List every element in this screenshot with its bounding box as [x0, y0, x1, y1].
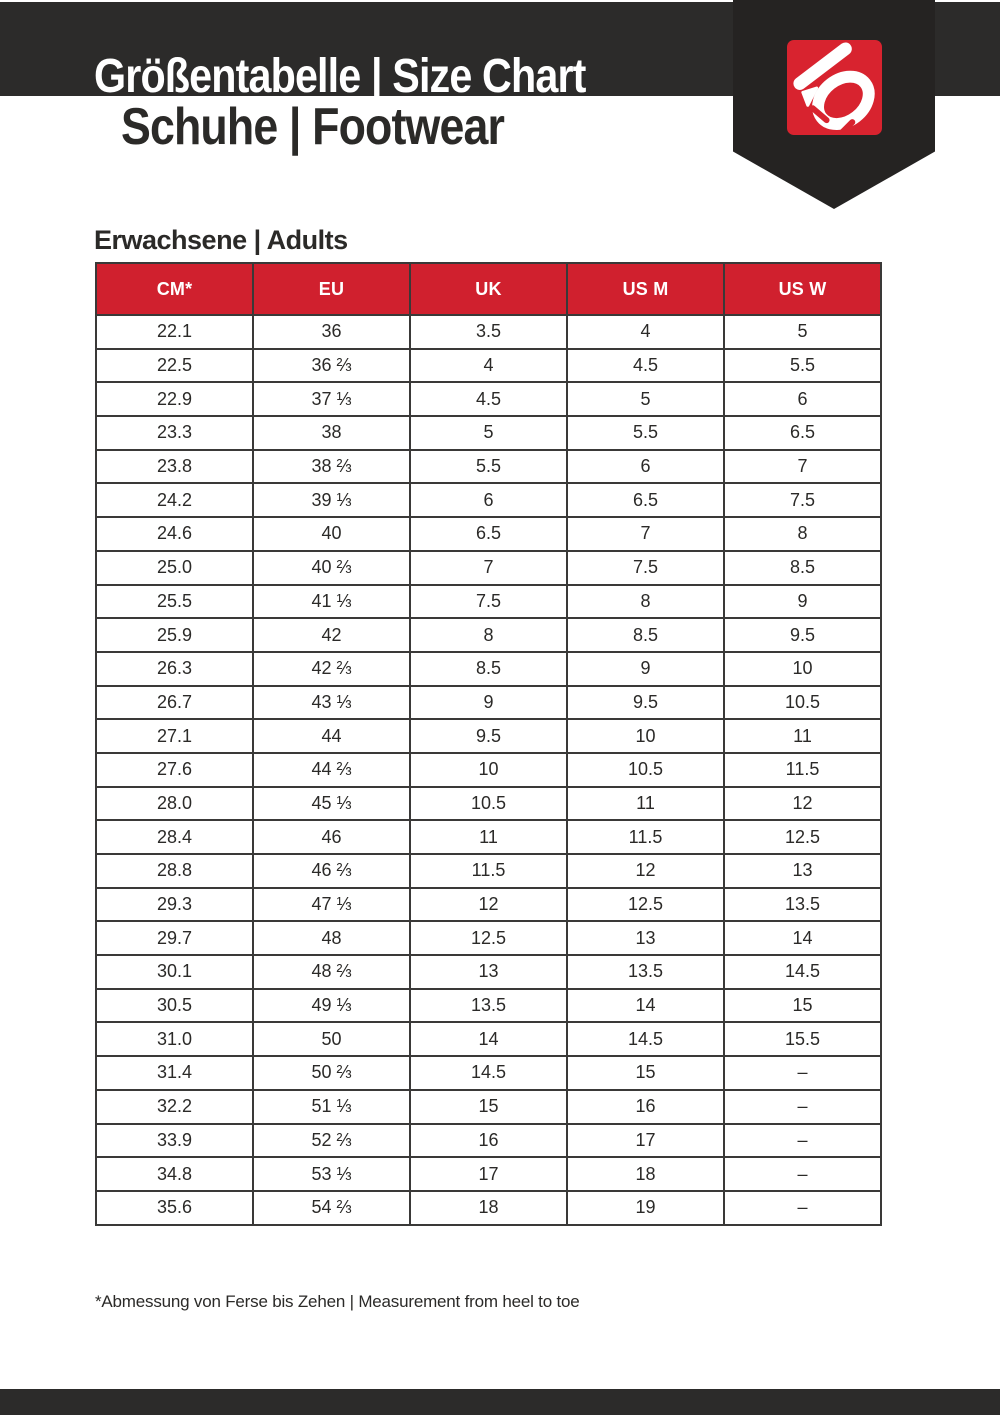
column-header: CM*: [96, 263, 253, 315]
size-cell: 15: [724, 989, 881, 1023]
footer-band: [0, 1389, 1000, 1415]
size-cell: 9.5: [724, 618, 881, 652]
size-cell: 6.5: [410, 517, 567, 551]
size-cell: 14.5: [724, 955, 881, 989]
table-row: [96, 820, 881, 854]
size-cell: 25.9: [96, 618, 253, 652]
size-cell: 22.1: [96, 315, 253, 349]
section-heading: Erwachsene | Adults: [94, 225, 348, 255]
table-row: [96, 921, 881, 955]
size-cell: 9.5: [567, 686, 724, 720]
size-cell: 40: [253, 517, 410, 551]
size-cell: 8.5: [567, 618, 724, 652]
size-cell: 12.5: [410, 921, 567, 955]
size-cell: 4.5: [410, 382, 567, 416]
size-cell: 13.5: [410, 989, 567, 1023]
size-cell: 8.5: [724, 551, 881, 585]
size-cell: 3.5: [410, 315, 567, 349]
table-row: [96, 315, 881, 349]
size-cell: 27.1: [96, 719, 253, 753]
size-cell: 19: [567, 1191, 724, 1225]
size-cell: 15: [567, 1056, 724, 1090]
page-subtitle: Schuhe | Footwear: [121, 98, 505, 156]
size-cell: 46 ⅔: [253, 854, 410, 888]
size-cell: 13.5: [567, 955, 724, 989]
size-cell: 49 ⅓: [253, 989, 410, 1023]
column-header: UK: [410, 263, 567, 315]
size-cell: 41 ⅓: [253, 585, 410, 619]
size-cell: 6.5: [567, 483, 724, 517]
size-cell: 54 ⅔: [253, 1191, 410, 1225]
table-row: [96, 854, 881, 888]
column-header: US M: [567, 263, 724, 315]
size-cell: 25.0: [96, 551, 253, 585]
size-cell: 22.9: [96, 382, 253, 416]
size-cell: 40 ⅔: [253, 551, 410, 585]
size-cell: 18: [567, 1157, 724, 1191]
size-cell: 46: [253, 820, 410, 854]
size-cell: 36: [253, 315, 410, 349]
size-cell: 26.7: [96, 686, 253, 720]
size-cell: 17: [567, 1124, 724, 1158]
size-cell: 8: [567, 585, 724, 619]
page-title: Größentabelle | Size Chart: [94, 50, 586, 103]
size-cell: 9: [567, 652, 724, 686]
size-cell: 10: [410, 753, 567, 787]
size-cell: 35.6: [96, 1191, 253, 1225]
size-cell: 5.5: [567, 416, 724, 450]
footnote: *Abmessung von Ferse bis Zehen | Measurement from heel to toe: [95, 1292, 580, 1311]
table-row: [96, 989, 881, 1023]
size-cell: 48 ⅔: [253, 955, 410, 989]
size-cell: 12.5: [567, 888, 724, 922]
size-cell: 7.5: [724, 483, 881, 517]
table-row: [96, 719, 881, 753]
size-cell: 22.5: [96, 349, 253, 383]
size-cell: 27.6: [96, 753, 253, 787]
size-cell: –: [724, 1124, 881, 1158]
table-row: [96, 382, 881, 416]
table-row: [96, 416, 881, 450]
size-cell: 12: [410, 888, 567, 922]
table-header-row: [96, 263, 881, 315]
size-cell: 47 ⅓: [253, 888, 410, 922]
size-cell: 8.5: [410, 652, 567, 686]
size-cell: 48: [253, 921, 410, 955]
size-cell: 13: [724, 854, 881, 888]
size-cell: 12: [567, 854, 724, 888]
size-cell: 30.5: [96, 989, 253, 1023]
size-cell: 11.5: [410, 854, 567, 888]
table-row: [96, 686, 881, 720]
size-cell: 9.5: [410, 719, 567, 753]
size-cell: 6: [724, 382, 881, 416]
size-cell: 5.5: [410, 450, 567, 484]
size-cell: 4.5: [567, 349, 724, 383]
size-cell: 11: [567, 787, 724, 821]
size-cell: 38: [253, 416, 410, 450]
size-cell: 31.0: [96, 1022, 253, 1056]
size-cell: 9: [724, 585, 881, 619]
five-ten-logo-icon: [787, 40, 882, 135]
size-cell: 28.4: [96, 820, 253, 854]
size-cell: 43 ⅓: [253, 686, 410, 720]
table-row: [96, 517, 881, 551]
size-cell: 8: [724, 517, 881, 551]
table-row: [96, 1124, 881, 1158]
size-cell: 12.5: [724, 820, 881, 854]
size-cell: 13.5: [724, 888, 881, 922]
size-cell: 42: [253, 618, 410, 652]
size-cell: 7.5: [410, 585, 567, 619]
size-cell: 52 ⅔: [253, 1124, 410, 1158]
size-cell: 7.5: [567, 551, 724, 585]
size-cell: 15: [410, 1090, 567, 1124]
size-cell: 31.4: [96, 1056, 253, 1090]
size-cell: 5.5: [724, 349, 881, 383]
size-cell: 4: [410, 349, 567, 383]
size-cell: 16: [410, 1124, 567, 1158]
table-body: [96, 315, 881, 1225]
table-head: [96, 263, 881, 315]
size-cell: 7: [567, 517, 724, 551]
size-cell: 7: [410, 551, 567, 585]
size-cell: 18: [410, 1191, 567, 1225]
size-cell: 14: [410, 1022, 567, 1056]
size-cell: 14.5: [410, 1056, 567, 1090]
size-cell: 45 ⅓: [253, 787, 410, 821]
size-cell: 53 ⅓: [253, 1157, 410, 1191]
table-row: [96, 753, 881, 787]
size-cell: 6: [410, 483, 567, 517]
size-cell: 32.2: [96, 1090, 253, 1124]
table-row: [96, 1191, 881, 1225]
size-cell: 37 ⅓: [253, 382, 410, 416]
size-cell: 5: [724, 315, 881, 349]
size-cell: 23.3: [96, 416, 253, 450]
size-cell: 14: [567, 989, 724, 1023]
table-row: [96, 888, 881, 922]
size-cell: 7: [724, 450, 881, 484]
size-cell: 13: [410, 955, 567, 989]
size-cell: 12: [724, 787, 881, 821]
size-cell: 24.2: [96, 483, 253, 517]
size-cell: 10: [724, 652, 881, 686]
size-cell: 13: [567, 921, 724, 955]
table-row: [96, 585, 881, 619]
size-cell: 5: [410, 416, 567, 450]
table-row: [96, 955, 881, 989]
table-row: [96, 1090, 881, 1124]
size-cell: 44: [253, 719, 410, 753]
column-header: US W: [724, 263, 881, 315]
size-cell: 28.0: [96, 787, 253, 821]
table-row: [96, 787, 881, 821]
size-cell: 26.3: [96, 652, 253, 686]
size-cell: 5: [567, 382, 724, 416]
table-row: [96, 551, 881, 585]
size-cell: 11.5: [724, 753, 881, 787]
size-cell: 9: [410, 686, 567, 720]
size-cell: 33.9: [96, 1124, 253, 1158]
size-cell: 23.8: [96, 450, 253, 484]
size-cell: 50 ⅔: [253, 1056, 410, 1090]
size-cell: 24.6: [96, 517, 253, 551]
size-cell: 44 ⅔: [253, 753, 410, 787]
size-cell: 34.8: [96, 1157, 253, 1191]
table-row: [96, 483, 881, 517]
size-cell: –: [724, 1191, 881, 1225]
size-cell: 30.1: [96, 955, 253, 989]
size-cell: 10.5: [567, 753, 724, 787]
size-cell: 14: [724, 921, 881, 955]
size-cell: 50: [253, 1022, 410, 1056]
size-cell: 42 ⅔: [253, 652, 410, 686]
size-cell: 10: [567, 719, 724, 753]
table-row: [96, 450, 881, 484]
size-cell: 4: [567, 315, 724, 349]
size-cell: 10.5: [410, 787, 567, 821]
column-header: EU: [253, 263, 410, 315]
size-cell: 6: [567, 450, 724, 484]
size-cell: 51 ⅓: [253, 1090, 410, 1124]
size-cell: 38 ⅔: [253, 450, 410, 484]
size-cell: 16: [567, 1090, 724, 1124]
size-cell: 14.5: [567, 1022, 724, 1056]
size-cell: 11: [410, 820, 567, 854]
size-cell: 29.7: [96, 921, 253, 955]
size-cell: 11.5: [567, 820, 724, 854]
table-row: [96, 1157, 881, 1191]
table-row: [96, 1056, 881, 1090]
table-row: [96, 652, 881, 686]
size-cell: 10.5: [724, 686, 881, 720]
size-cell: 6.5: [724, 416, 881, 450]
size-table: [95, 262, 882, 1226]
size-cell: 25.5: [96, 585, 253, 619]
size-cell: 17: [410, 1157, 567, 1191]
size-cell: 15.5: [724, 1022, 881, 1056]
size-cell: –: [724, 1157, 881, 1191]
size-cell: 29.3: [96, 888, 253, 922]
size-cell: 11: [724, 719, 881, 753]
size-cell: 8: [410, 618, 567, 652]
size-cell: 39 ⅓: [253, 483, 410, 517]
size-cell: –: [724, 1056, 881, 1090]
size-cell: –: [724, 1090, 881, 1124]
table-row: [96, 349, 881, 383]
table-row: [96, 618, 881, 652]
size-cell: 36 ⅔: [253, 349, 410, 383]
size-cell: 28.8: [96, 854, 253, 888]
table-row: [96, 1022, 881, 1056]
